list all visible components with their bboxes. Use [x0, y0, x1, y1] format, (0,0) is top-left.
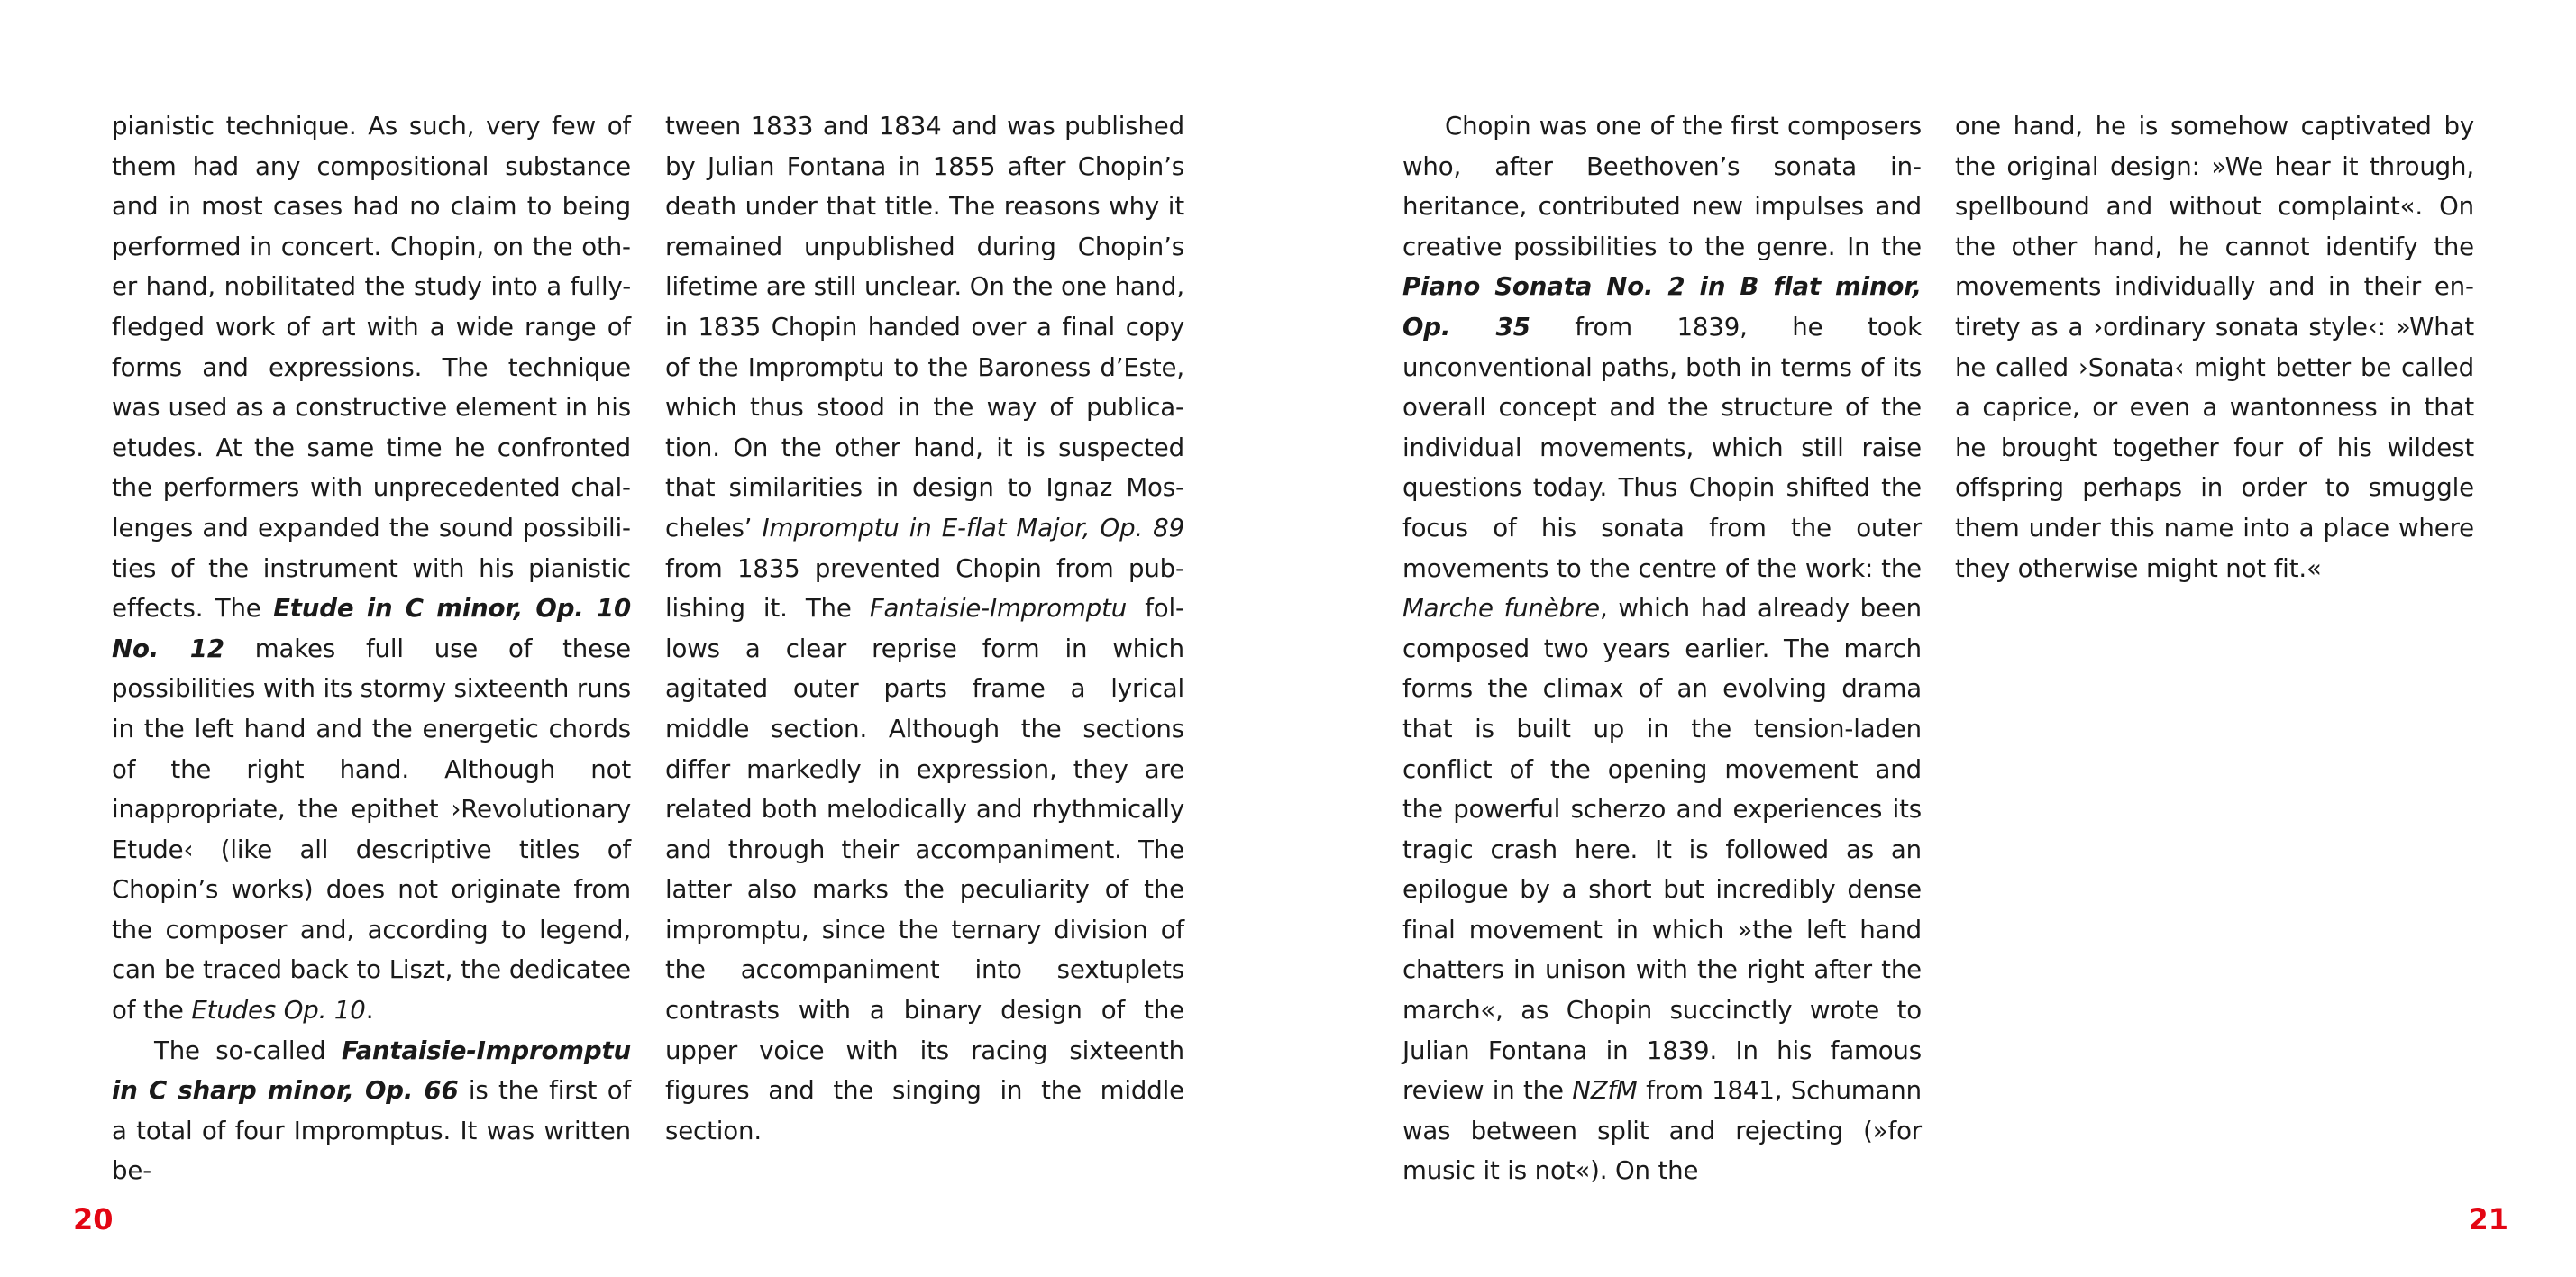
- right-page-column-1: [1402, 106, 1922, 1191]
- page-number-right: 21: [2468, 1202, 2508, 1236]
- etude-title: Etude in C minor, Op. 10 No. 12: [112, 593, 631, 663]
- sonata-title: Piano Sonata No. 2 in B flat minor, Op. 35: [1402, 271, 1922, 342]
- page-number-left: 20: [73, 1202, 114, 1236]
- paragraph-fantaisie: The so-called Fantaisie-Impromptu in C sharp minor, Op. 66 is the first of a total of four Impromptus. It was written be-: [112, 1035, 632, 1186]
- nzfm-title: NZfM: [1572, 1075, 1638, 1106]
- paragraph-etude: pianistic technique. As such, very few of them had any compositional substance and in most cases had no claim to being performed in concert. Chopin, on the other hand, nobilitated the study into a fully-fledged work of art with a wide range of forms and expressions. The technique was used as a constructive element in his etudes. At the same time he confronted the performers with unprecedented challenges and expanded the sound possibilities of the instrument with his pianistic effects. The Etude in C minor, Op. 10 No. 12 makes full use of these possibilities with its stormy sixteenth runs in the left hand and the energetic chords of the right hand. Although not inappropriate, the epithet ›Revolutionary Etude‹ (like all descriptive titles of Chopin’s works) does not originate from the composer and, according to legend, can be traced back to Liszt, the dedicatee of the Etudes Op. 10.: [112, 111, 632, 1026]
- left-page-column-2: [665, 106, 1184, 1151]
- paragraph-impromptu: tween 1833 and 1834 and was published by Julian Fontana in 1855 after Chopin’s death under that title. The reasons why it remained unpublished during Chopin’s lifetime are still unclear. On the one hand, in 1835 Chopin handed over a final copy of the Impromptu to the Baroness d’Este, which thus stood in the way of publication. On the other hand, it is suspected that similarities in design to Ignaz Moscheles’ Impromptu in E-flat Major, Op. 89 from 1835 prevented Chopin from publishing it. The Fantaisie-Impromptu follows a clear reprise form in which agitated outer parts frame a lyrical middle section. Although the sections differ markedly in expression, they are related both melodically and rhythmically and through their accompaniment. The latter also marks the peculiarity of the impromptu, since the ternary division of the accompaniment into sextuplets contrasts with a binary design of the upper voice with its racing sixteenth figures and the singing in the middle section.: [665, 111, 1184, 1145]
- fantaisie-title: Fantaisie-Impromptu in C sharp minor, Op. 66: [112, 1035, 631, 1106]
- etudes-op10-title: Etudes Op. 10: [191, 995, 366, 1026]
- marche-funebre-title: Marche funèbre: [1402, 593, 1600, 624]
- right-page-column-2: [1955, 106, 2474, 588]
- left-page-column-1: [112, 106, 631, 1191]
- fantaisie-impromptu-title: Fantaisie-Impromptu: [869, 593, 1128, 624]
- moscheles-title: Impromptu in E-flat Major, Op. 89: [762, 512, 1184, 543]
- paragraph-schumann: one hand, he is somehow captivated by the original design: »We hear it through, spellbound and without complaint«. On the other hand, he cannot identify the movements individually and in their entirety as a ›ordinary sonata style‹: »What he called ›Sonata‹ might better be called a caprice, or even a wantonness in that he brought together four of his wildest offspring perhaps in order to smuggle them under this name into a place where they otherwise might not fit.«: [1955, 111, 2474, 583]
- paragraph-sonata: Chopin was one of the first composers who, after Beethoven’s sonata inheritance, contributed new impulses and creative possibilities to the genre. In the Piano Sonata No. 2 in B flat minor, Op. 35 from 1839, he took unconventional paths, both in terms of its overall concept and the structure of the individual movements, which still raise questions today. Thus Chopin shifted the focus of his sonata from the outer movements to the centre of the work: the Marche funèbre, which had already been composed two years earlier. The march forms the climax of an evolving drama that is built up in the tension-laden conflict of the opening movement and the powerful scherzo and experiences its tragic crash here. It is followed as an epilogue by a short but incredibly dense final movement in which »the left hand chatters in unison with the right after the march«, as Chopin succinctly wrote to Julian Fontana in 1839. In his famous review in the NZfM from 1841, Schumann was between split and rejecting (»for music it is not«). On the: [1402, 111, 1923, 1186]
